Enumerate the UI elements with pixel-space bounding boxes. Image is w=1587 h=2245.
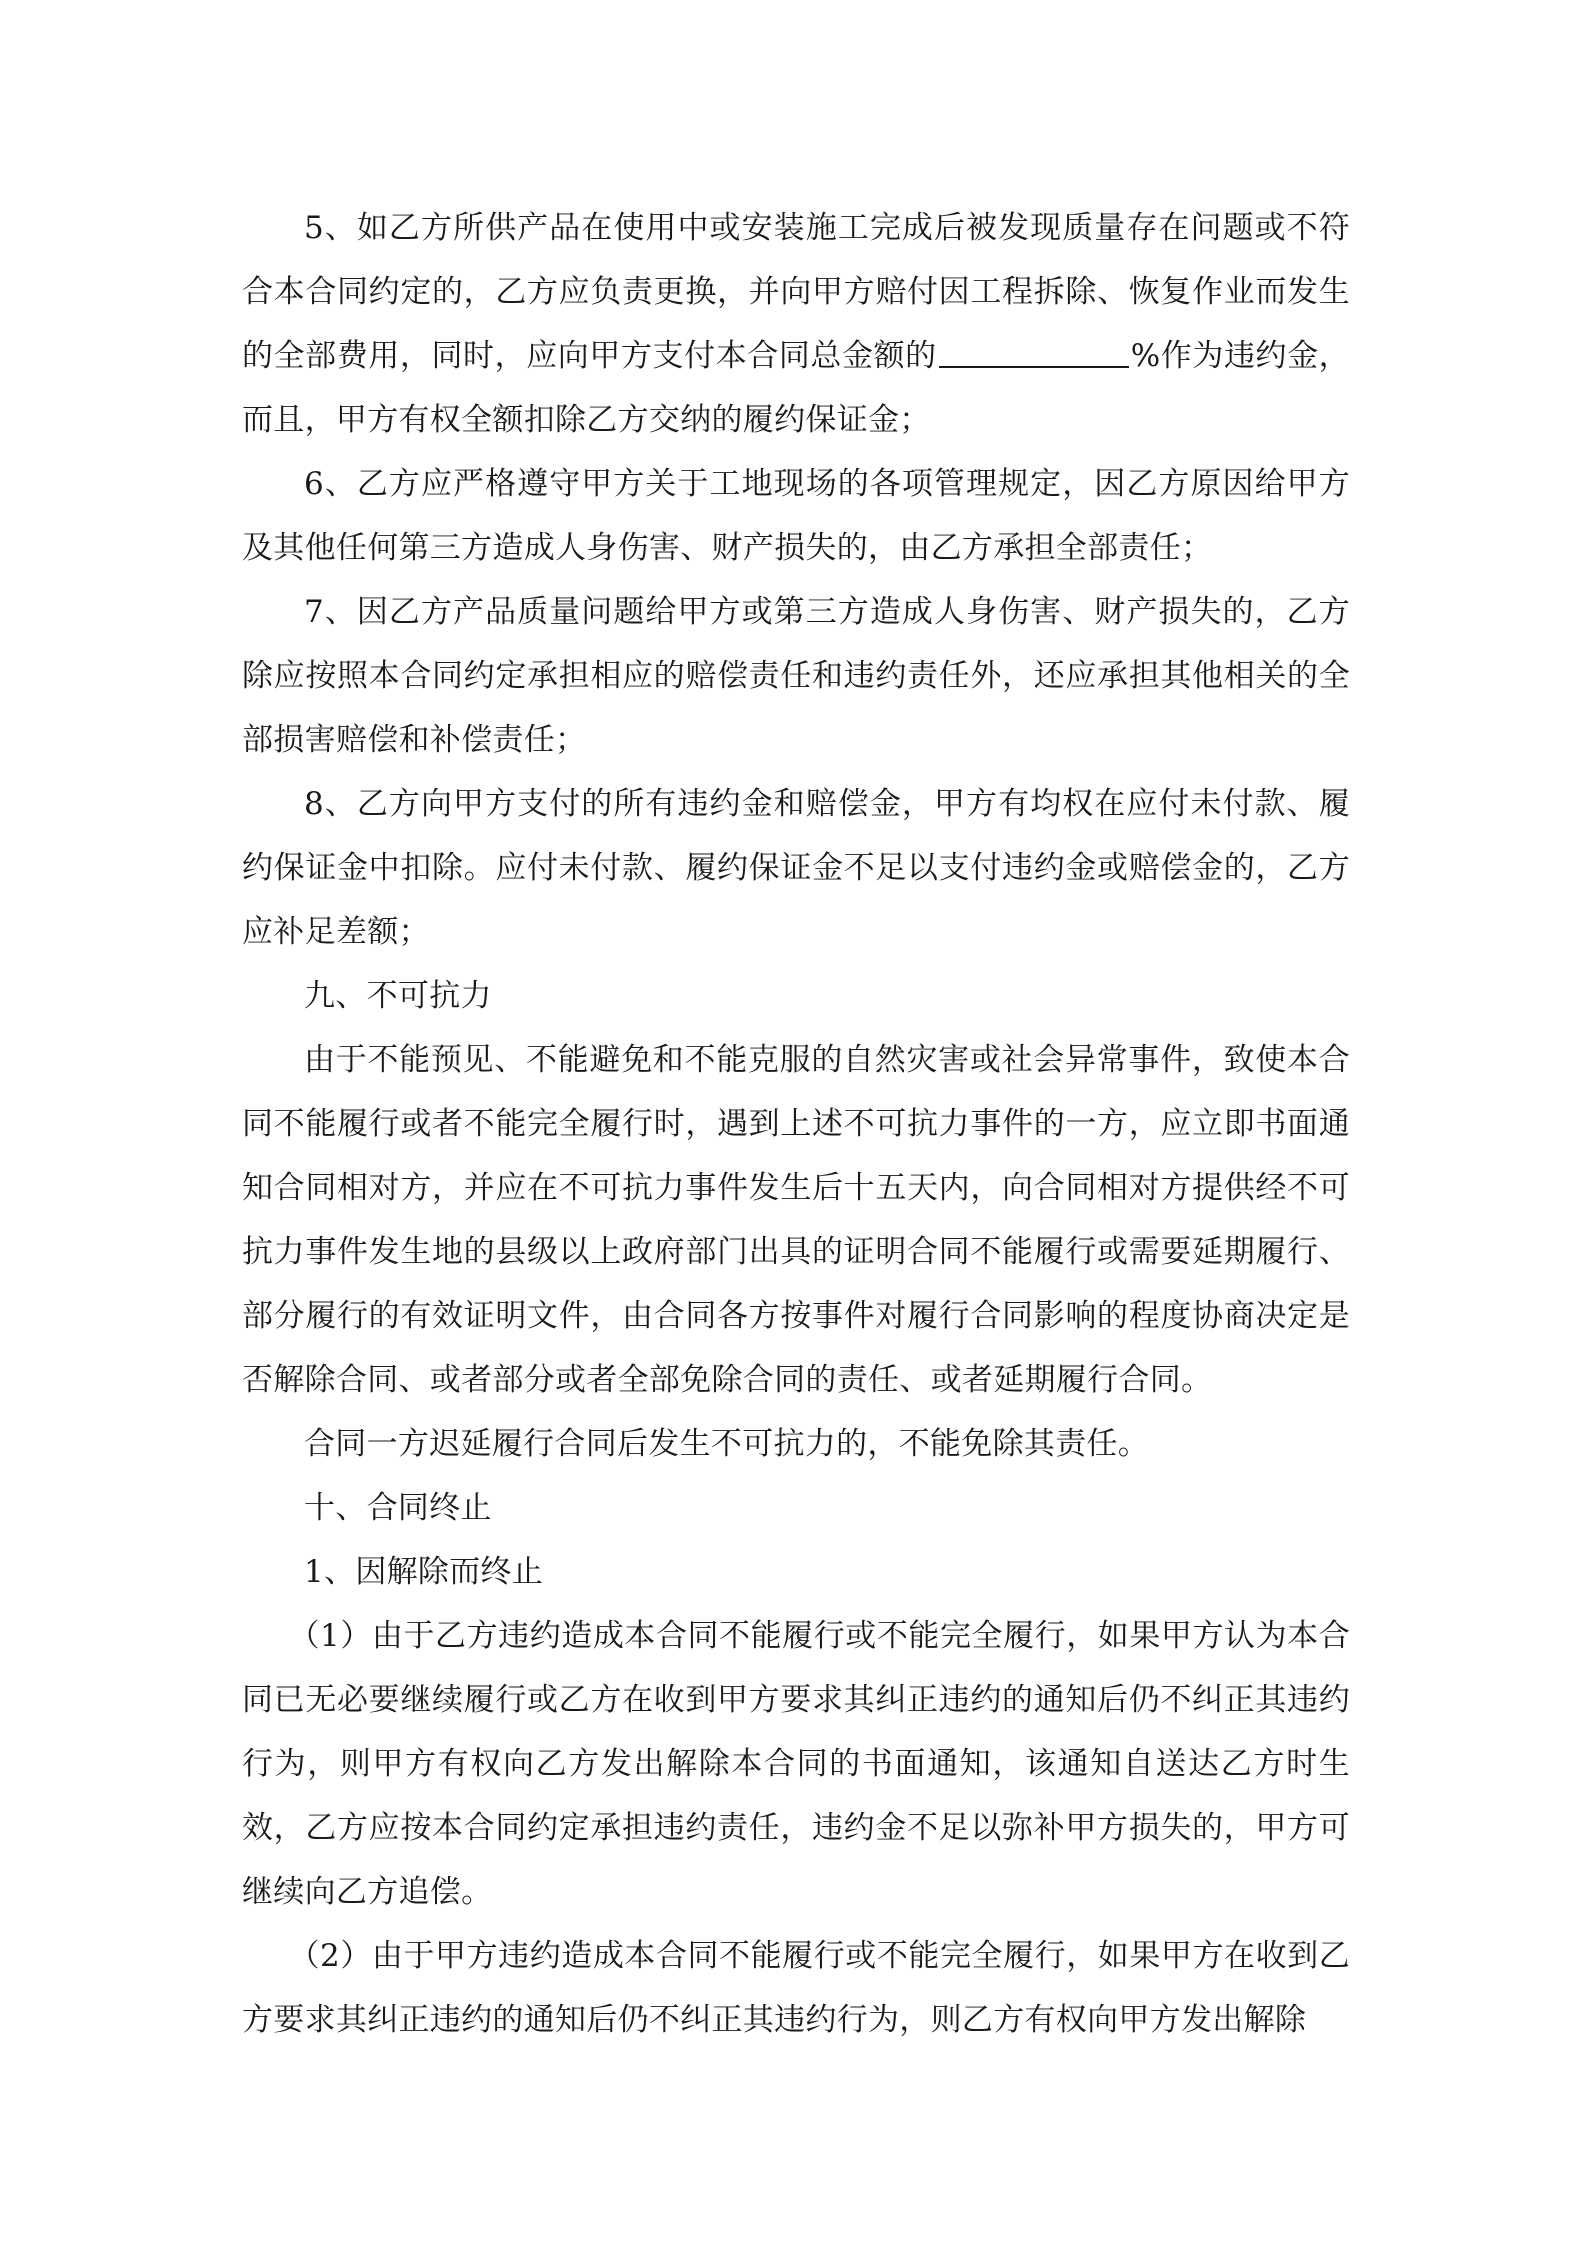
section-10-subheading-1: 1、因解除而终止: [304, 1554, 544, 1590]
clause-7: 7、因乙方产品质量问题给甲方或第三方造成人身伤害、财产损失的，乙方除应按照本合同约定承担相应的赔偿责任和违约责任外，还应承担其他相关的全部损害赔偿和补偿责任；: [242, 594, 1350, 758]
clause-5-text-before: 5、如乙方所供产品在使用中或安装施工完成后被发现质量存在问题或不符合本合同约定的，乙方应负责更换，并向甲方赔付因工程拆除、恢复作业而发生的全部费用，同时，应向甲方支付本合同总金额的: [242, 210, 1350, 374]
section-9-heading: 九、不可抗力: [304, 978, 492, 1014]
section-10-item-2: （2）由于甲方违约造成本合同不能履行或不能完全履行，如果甲方在收到乙方要求其纠正违约的通知后仍不纠正其违约行为，则乙方有权向甲方发出解除: [242, 1938, 1350, 2038]
clause-6: 6、乙方应严格遵守甲方关于工地现场的各项管理规定，因乙方原因给甲方及其他任何第三方造成人身伤害、财产损失的，由乙方承担全部责任；: [242, 466, 1350, 566]
document-body: [242, 196, 1350, 2052]
section-10-heading: 十、合同终止: [304, 1490, 492, 1526]
clause-5: [242, 196, 1350, 452]
section-9-paragraph-2: 合同一方迟延履行合同后发生不可抗力的，不能免除其责任。: [304, 1426, 1150, 1462]
section-10-item-1: （1）由于乙方违约造成本合同不能履行或不能完全履行，如果甲方认为本合同已无必要继续履行或乙方在收到甲方要求其纠正违约的通知后仍不纠正其违约行为，则甲方有权向乙方发出解除本合同的书面通知，该通知自送达乙方时生效，乙方应按本合同约定承担违约责任，违约金不足以弥补甲方损失的，甲方可继续向乙方追偿。: [242, 1618, 1350, 1910]
clause-8: 8、乙方向甲方支付的所有违约金和赔偿金，甲方有均权在应付未付款、履约保证金中扣除。应付未付款、履约保证金不足以支付违约金或赔偿金的，乙方应补足差额；: [242, 786, 1350, 950]
section-9-paragraph-1: 由于不能预见、不能避免和不能克服的自然灾害或社会异常事件，致使本合同不能履行或者不能完全履行时，遇到上述不可抗力事件的一方，应立即书面通知合同相对方，并应在不可抗力事件发生后十五天内，向合同相对方提供经不可抗力事件发生地的县级以上政府部门出具的证明合同不能履行或需要延期履行、部分履行的有效证明文件，由合同各方按事件对履行合同影响的程度协商决定是否解除合同、或者部分或者全部免除合同的责任、或者延期履行合同。: [242, 1042, 1350, 1398]
clause-5-text-after: %作为违约金，而且，甲方有权全额扣除乙方交纳的履约保证金；: [242, 338, 1350, 438]
penalty-rate-blank: [939, 336, 1129, 368]
